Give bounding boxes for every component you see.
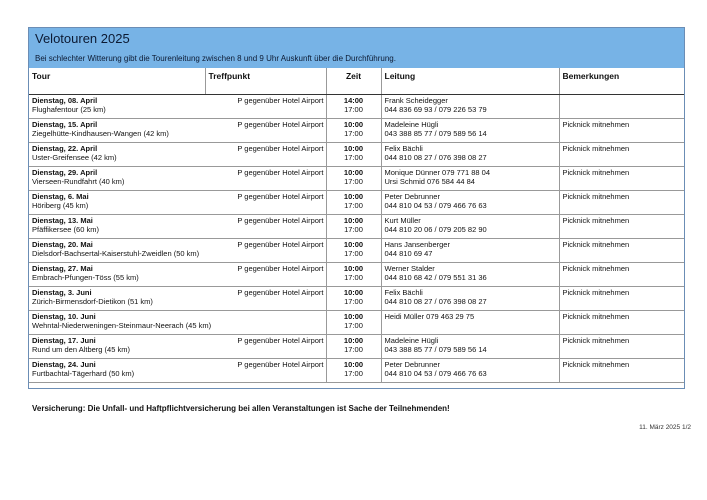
remark-text: Picknick mitnehmen <box>562 168 630 177</box>
time-cell <box>326 239 381 263</box>
tour-cell <box>29 215 326 239</box>
leader-cell <box>381 143 559 167</box>
time-cell <box>326 263 381 287</box>
remark-cell <box>559 287 684 311</box>
time-cell <box>326 335 381 359</box>
tour-date: Dienstag, 3. Juni <box>32 288 92 297</box>
tour-route: Dielsdorf-Bachsertal-Kaiserstuhl-Zweidlen (50 km) <box>32 249 200 258</box>
date-stamp: 11. März 2025 1/2 <box>639 424 691 431</box>
tour-route: Ziegelhütte-Kindhausen-Wangen (42 km) <box>32 129 169 138</box>
remark-cell <box>559 191 684 215</box>
leader-cell <box>381 167 559 191</box>
leader-name: Kurt Müller <box>384 216 421 225</box>
tour-cell <box>29 263 326 287</box>
meeting-point: P gegenüber Hotel Airport <box>237 168 324 177</box>
remark-text: Picknick mitnehmen <box>562 120 630 129</box>
tour-cell <box>29 167 326 191</box>
table-row <box>29 143 684 167</box>
meeting-point: P gegenüber Hotel Airport <box>237 192 324 201</box>
table-header-row <box>29 68 684 95</box>
leader-contact: 044 836 69 93 / 079 226 53 79 <box>384 105 487 114</box>
remark-cell <box>559 119 684 143</box>
table-row <box>29 335 684 359</box>
meeting-point: P gegenüber Hotel Airport <box>237 216 324 225</box>
leader-contact: 044 810 08 27 / 076 398 08 27 <box>384 297 487 306</box>
tour-route: Wehntal-Niederweningen-Steinmaur-Neerach (45 km) <box>32 321 212 330</box>
tour-date: Dienstag, 08. April <box>32 96 98 105</box>
table-row <box>29 287 684 311</box>
meeting-point: P gegenüber Hotel Airport <box>237 336 324 345</box>
leader-contact: 044 810 69 47 <box>384 249 433 258</box>
end-time: 17:00 <box>344 249 363 258</box>
remark-cell <box>559 239 684 263</box>
leader-contact: 043 388 85 77 / 079 589 56 14 <box>384 345 487 354</box>
header-leitung: Leitung <box>381 68 559 95</box>
tour-table <box>29 68 684 383</box>
leader-cell <box>381 263 559 287</box>
weather-note: Bei schlechter Witterung gibt die Tourenleitung zwischen 8 und 9 Uhr Auskunft über die Durchführung. <box>35 54 396 63</box>
time-cell <box>326 287 381 311</box>
end-time: 17:00 <box>344 345 363 354</box>
start-time: 10:00 <box>343 336 364 345</box>
meeting-point: P gegenüber Hotel Airport <box>237 288 324 297</box>
start-time: 10:00 <box>343 264 364 273</box>
remark-cell <box>559 167 684 191</box>
start-time: 14:00 <box>343 96 364 105</box>
end-time: 17:00 <box>344 369 363 378</box>
tour-cell <box>29 119 326 143</box>
end-time: 17:00 <box>344 321 363 330</box>
leader-contact: 043 388 85 77 / 079 589 56 14 <box>384 129 487 138</box>
title-banner <box>29 28 684 68</box>
tour-cell <box>29 335 326 359</box>
insurance-footnote: Versicherung: Die Unfall- und Haftpflichtversicherung bei allen Veranstaltungen ist Sache der Teilnehmenden! <box>32 404 450 413</box>
leader-cell <box>381 95 559 119</box>
remark-text: Picknick mitnehmen <box>562 360 630 369</box>
table-row <box>29 359 684 383</box>
header-bemerkungen: Bemerkungen <box>559 68 684 95</box>
tour-cell <box>29 359 326 383</box>
end-time: 17:00 <box>344 129 363 138</box>
leader-cell <box>381 215 559 239</box>
leader-name: Hans Jansenberger <box>384 240 450 249</box>
remark-text: Picknick mitnehmen <box>562 336 630 345</box>
tour-cell <box>29 143 326 167</box>
time-cell <box>326 143 381 167</box>
leader-name: Frank Scheidegger <box>384 96 448 105</box>
leader-cell <box>381 239 559 263</box>
leader-cell <box>381 119 559 143</box>
remark-cell <box>559 359 684 383</box>
remark-cell <box>559 335 684 359</box>
tour-route: Pfäffikersee (60 km) <box>32 225 99 234</box>
tour-date: Dienstag, 15. April <box>32 120 98 129</box>
leader-cell <box>381 335 559 359</box>
remark-text: Picknick mitnehmen <box>562 144 630 153</box>
leader-contact: 044 810 04 53 / 079 466 76 63 <box>384 369 487 378</box>
tour-date: Dienstag, 10. Juni <box>32 312 96 321</box>
start-time: 10:00 <box>343 312 364 321</box>
remark-cell <box>559 263 684 287</box>
start-time: 10:00 <box>343 360 364 369</box>
header-treffpunkt: Treffpunkt <box>205 68 326 95</box>
remark-cell <box>559 215 684 239</box>
meeting-point: P gegenüber Hotel Airport <box>237 360 324 369</box>
leader-contact: 044 810 20 06 / 079 205 82 90 <box>384 225 487 234</box>
remark-text: Picknick mitnehmen <box>562 216 630 225</box>
start-time: 10:00 <box>343 144 364 153</box>
meeting-point: P gegenüber Hotel Airport <box>237 96 324 105</box>
leader-name: Peter Debrunner <box>384 192 440 201</box>
tour-cell <box>29 287 326 311</box>
remark-text: Picknick mitnehmen <box>562 264 630 273</box>
tour-route: Höriberg (45 km) <box>32 201 89 210</box>
table-row <box>29 239 684 263</box>
leader-contact: 044 810 04 53 / 079 466 76 63 <box>384 201 487 210</box>
leader-name: Madeleine Hügli <box>384 120 439 129</box>
remark-text: Picknick mitnehmen <box>562 192 630 201</box>
end-time: 17:00 <box>344 201 363 210</box>
header-zeit: Zeit <box>326 68 381 95</box>
meeting-point: P gegenüber Hotel Airport <box>237 264 324 273</box>
time-cell <box>326 95 381 119</box>
tour-date: Dienstag, 24. Juni <box>32 360 96 369</box>
tour-date: Dienstag, 20. Mai <box>32 240 93 249</box>
meeting-point <box>324 312 326 321</box>
tour-route: Uster-Greifensee (42 km) <box>32 153 117 162</box>
tour-date: Dienstag, 6. Mai <box>32 192 89 201</box>
time-cell <box>326 311 381 335</box>
tour-date: Dienstag, 17. Juni <box>32 336 96 345</box>
start-time: 10:00 <box>343 240 364 249</box>
leader-cell <box>381 287 559 311</box>
leader-cell <box>381 311 559 335</box>
leader-contact: 044 810 08 27 / 076 398 08 27 <box>384 153 487 162</box>
remark-text: Picknick mitnehmen <box>562 312 630 321</box>
table-row <box>29 263 684 287</box>
end-time: 17:00 <box>344 153 363 162</box>
time-cell <box>326 191 381 215</box>
start-time: 10:00 <box>343 192 364 201</box>
table-row <box>29 119 684 143</box>
tour-date: Dienstag, 22. April <box>32 144 98 153</box>
table-row <box>29 311 684 335</box>
leader-name: Felix Bächli <box>384 288 423 297</box>
tour-date: Dienstag, 29. April <box>32 168 98 177</box>
end-time: 17:00 <box>344 105 363 114</box>
leader-cell <box>381 359 559 383</box>
start-time: 10:00 <box>343 288 364 297</box>
end-time: 17:00 <box>344 177 363 186</box>
tour-route: Furtbachtal-Tägerhard (50 km) <box>32 369 135 378</box>
end-time: 17:00 <box>344 297 363 306</box>
start-time: 10:00 <box>343 168 364 177</box>
header-tour: Tour <box>29 68 205 95</box>
table-row <box>29 215 684 239</box>
tour-date: Dienstag, 27. Mai <box>32 264 93 273</box>
remark-cell <box>559 143 684 167</box>
meeting-point: P gegenüber Hotel Airport <box>237 120 324 129</box>
page-title: Velotouren 2025 <box>35 31 130 46</box>
leader-contact: 044 810 68 42 / 079 551 31 36 <box>384 273 487 282</box>
start-time: 10:00 <box>343 120 364 129</box>
tour-date: Dienstag, 13. Mai <box>32 216 93 225</box>
remark-cell <box>559 95 684 119</box>
leader-name: Heidi Müller 079 463 29 75 <box>384 312 475 321</box>
tour-route: Embrach-Pfungen-Töss (55 km) <box>32 273 139 282</box>
end-time: 17:00 <box>344 273 363 282</box>
remark-text: Picknick mitnehmen <box>562 288 630 297</box>
leader-cell <box>381 191 559 215</box>
time-cell <box>326 215 381 239</box>
tour-cell <box>29 311 326 335</box>
table-row <box>29 167 684 191</box>
end-time: 17:00 <box>344 225 363 234</box>
remark-cell <box>559 311 684 335</box>
time-cell <box>326 167 381 191</box>
leader-name: Peter Debrunner <box>384 360 440 369</box>
meeting-point: P gegenüber Hotel Airport <box>237 240 324 249</box>
tour-route: Rund um den Altberg (45 km) <box>32 345 130 354</box>
table-row <box>29 191 684 215</box>
leader-name: Werner Stalder <box>384 264 435 273</box>
time-cell <box>326 119 381 143</box>
leader-name: Monique Dünner 079 771 88 04 <box>384 168 490 177</box>
leader-name: Madeleine Hügli <box>384 336 439 345</box>
tour-cell <box>29 191 326 215</box>
tour-route: Zürich-Birmensdorf-Dietikon (51 km) <box>32 297 153 306</box>
time-cell <box>326 359 381 383</box>
remark-text: Picknick mitnehmen <box>562 240 630 249</box>
start-time: 10:00 <box>343 216 364 225</box>
schedule-sheet <box>28 27 685 389</box>
table-row <box>29 95 684 119</box>
leader-contact: Ursi Schmid 076 584 44 84 <box>384 177 475 186</box>
leader-name: Felix Bächli <box>384 144 423 153</box>
tour-route: Vierseen-Rundfahrt (40 km) <box>32 177 125 186</box>
meeting-point: P gegenüber Hotel Airport <box>237 144 324 153</box>
tour-route: Flughafentour (25 km) <box>32 105 106 114</box>
tour-cell <box>29 95 326 119</box>
tour-cell <box>29 239 326 263</box>
